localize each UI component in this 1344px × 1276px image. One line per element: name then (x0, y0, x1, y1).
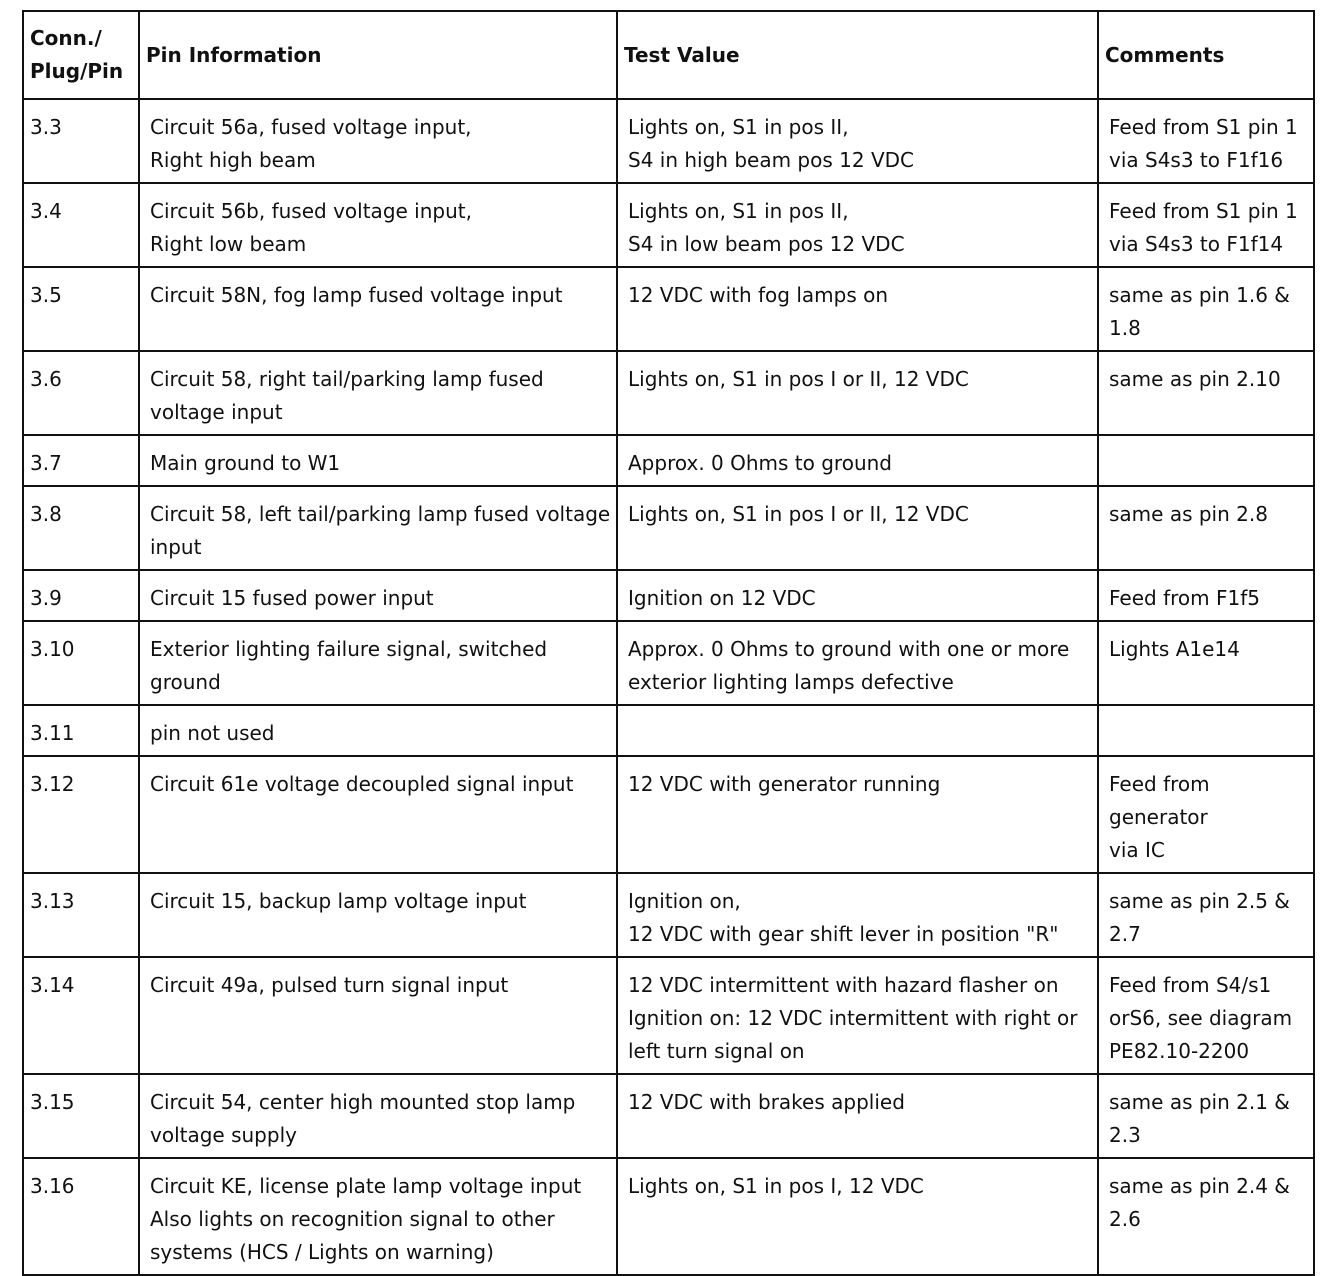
test-value-cell: Lights on, S1 in pos II, S4 in low beam pos 12 VDC (617, 183, 1098, 267)
comments-cell: same as pin 2.1 & 2.3 (1098, 1074, 1314, 1158)
pin-info-cell: Circuit 56b, fused voltage input, Right low beam (139, 183, 617, 267)
header-conn-plug-pin: Conn./ Plug/Pin (23, 11, 139, 99)
table-row (23, 756, 1314, 873)
pin-cell: 3.9 (23, 570, 139, 621)
test-value-cell: Lights on, S1 in pos I or II, 12 VDC (617, 486, 1098, 570)
pin-cell: 3.14 (23, 957, 139, 1074)
table-row (23, 1158, 1314, 1275)
comments-cell: same as pin 2.10 (1098, 351, 1314, 435)
pin-cell: 3.4 (23, 183, 139, 267)
test-value-cell: 12 VDC with fog lamps on (617, 267, 1098, 351)
table-row (23, 705, 1314, 756)
comments-cell: Feed from S4/s1 orS6, see diagram PE82.10-2200 (1098, 957, 1314, 1074)
table-body (23, 99, 1314, 1275)
pin-cell: 3.12 (23, 756, 139, 873)
table-row (23, 621, 1314, 705)
pin-cell: 3.3 (23, 99, 139, 183)
table-row (23, 435, 1314, 486)
test-value-cell: Approx. 0 Ohms to ground with one or more exterior lighting lamps defective (617, 621, 1098, 705)
comments-cell: Feed from F1f5 (1098, 570, 1314, 621)
pin-info-cell: Main ground to W1 (139, 435, 617, 486)
pin-info-cell: Exterior lighting failure signal, switched ground (139, 621, 617, 705)
comments-cell: Feed from generator via IC (1098, 756, 1314, 873)
comments-cell: Lights A1e14 (1098, 621, 1314, 705)
pin-cell: 3.15 (23, 1074, 139, 1158)
pin-info-cell: pin not used (139, 705, 617, 756)
table-row (23, 351, 1314, 435)
test-value-cell: Lights on, S1 in pos I, 12 VDC (617, 1158, 1098, 1275)
table-row (23, 486, 1314, 570)
pin-cell: 3.16 (23, 1158, 139, 1275)
table-row (23, 1074, 1314, 1158)
comments-cell: Feed from S1 pin 1 via S4s3 to F1f14 (1098, 183, 1314, 267)
pin-cell: 3.11 (23, 705, 139, 756)
pin-info-table (22, 10, 1315, 1276)
pin-info-cell: Circuit 56a, fused voltage input, Right high beam (139, 99, 617, 183)
pin-info-cell: Circuit 58N, fog lamp fused voltage input (139, 267, 617, 351)
header-pin-information: Pin Information (139, 11, 617, 99)
pin-info-cell: Circuit 58, left tail/parking lamp fused voltage input (139, 486, 617, 570)
table-row (23, 183, 1314, 267)
table-row (23, 267, 1314, 351)
pin-info-cell: Circuit KE, license plate lamp voltage input Also lights on recognition signal to other systems (HCS / Lights on warning) (139, 1158, 617, 1275)
table-header-row (23, 11, 1314, 99)
pin-cell: 3.5 (23, 267, 139, 351)
comments-cell (1098, 705, 1314, 756)
table-row (23, 99, 1314, 183)
pin-info-cell: Circuit 54, center high mounted stop lamp voltage supply (139, 1074, 617, 1158)
test-value-cell: Approx. 0 Ohms to ground (617, 435, 1098, 486)
comments-cell (1098, 435, 1314, 486)
test-value-cell: Lights on, S1 in pos I or II, 12 VDC (617, 351, 1098, 435)
pin-cell: 3.8 (23, 486, 139, 570)
header-test-value: Test Value (617, 11, 1098, 99)
comments-cell: same as pin 2.8 (1098, 486, 1314, 570)
header-comments: Comments (1098, 11, 1314, 99)
pin-cell: 3.6 (23, 351, 139, 435)
pin-cell: 3.10 (23, 621, 139, 705)
comments-cell: Feed from S1 pin 1 via S4s3 to F1f16 (1098, 99, 1314, 183)
pin-info-cell: Circuit 15, backup lamp voltage input (139, 873, 617, 957)
table-row (23, 570, 1314, 621)
pin-info-cell: Circuit 61e voltage decoupled signal input (139, 756, 617, 873)
test-value-cell: 12 VDC with generator running (617, 756, 1098, 873)
pin-info-cell: Circuit 49a, pulsed turn signal input (139, 957, 617, 1074)
pin-info-cell: Circuit 58, right tail/parking lamp fused voltage input (139, 351, 617, 435)
table-row (23, 873, 1314, 957)
test-value-cell: Ignition on, 12 VDC with gear shift lever in position "R" (617, 873, 1098, 957)
test-value-cell: 12 VDC intermittent with hazard flasher on Ignition on: 12 VDC intermittent with right or left turn signal on (617, 957, 1098, 1074)
pin-info-cell: Circuit 15 fused power input (139, 570, 617, 621)
pin-cell: 3.7 (23, 435, 139, 486)
comments-cell: same as pin 2.5 & 2.7 (1098, 873, 1314, 957)
test-value-cell: Ignition on 12 VDC (617, 570, 1098, 621)
test-value-cell: Lights on, S1 in pos II, S4 in high beam pos 12 VDC (617, 99, 1098, 183)
test-value-cell (617, 705, 1098, 756)
table-row (23, 957, 1314, 1074)
pin-cell: 3.13 (23, 873, 139, 957)
test-value-cell: 12 VDC with brakes applied (617, 1074, 1098, 1158)
comments-cell: same as pin 2.4 & 2.6 (1098, 1158, 1314, 1275)
comments-cell: same as pin 1.6 & 1.8 (1098, 267, 1314, 351)
